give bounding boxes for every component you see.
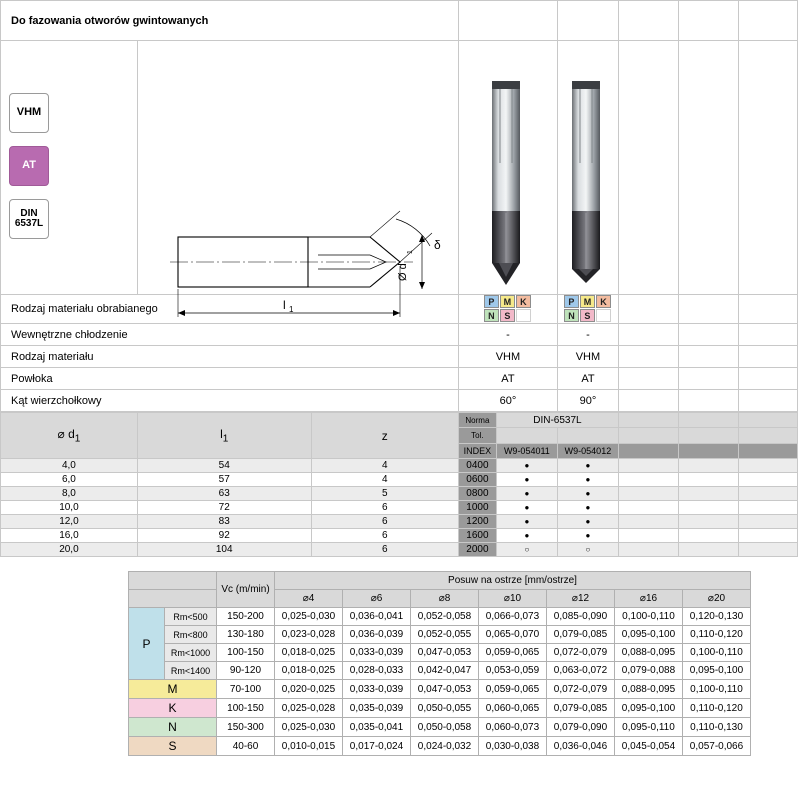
cut-val-8: 0,050-0,058 xyxy=(411,718,479,737)
row-avail-1 xyxy=(496,543,557,557)
badge-at xyxy=(9,146,49,186)
cut-val-12: 0,085-0,090 xyxy=(547,608,615,626)
norma-blank-3 xyxy=(738,413,797,428)
prop-label-coating: Powłoka xyxy=(1,368,459,390)
svg-text:1: 1 xyxy=(406,250,414,254)
row-index: 1600 xyxy=(458,529,496,543)
cut-header-vc: Vc (m/min) xyxy=(217,572,275,608)
cut-vc: 100-150 xyxy=(217,644,275,662)
material-icon-m-2: M xyxy=(580,295,595,308)
badge-din-line2: 6537L xyxy=(14,218,44,229)
cut-val-10: 0,060-0,073 xyxy=(479,718,547,737)
title-blank-4 xyxy=(678,1,738,41)
prop-value-cooling-1: - xyxy=(458,324,557,346)
prop-label-cooling: Wewnętrzne chłodzenie xyxy=(1,324,459,346)
cut-val-4: 0,025-0,028 xyxy=(275,699,343,718)
cut-val-8: 0,050-0,055 xyxy=(411,699,479,718)
cut-vc: 100-150 xyxy=(217,699,275,718)
tool-line-drawing xyxy=(138,41,443,314)
row-blank-2 xyxy=(678,459,738,473)
table-row xyxy=(129,699,751,718)
spec-header-l1-sub: 1 xyxy=(222,433,229,445)
cut-vc: 150-300 xyxy=(217,718,275,737)
table-row xyxy=(1,529,798,543)
row-blank-3 xyxy=(738,473,797,487)
row-index: 0400 xyxy=(458,459,496,473)
cut-val-8: 0,047-0,053 xyxy=(411,680,479,699)
row-z: 6 xyxy=(311,515,458,529)
norma-blank-1 xyxy=(618,413,678,428)
row-blank-2 xyxy=(678,473,738,487)
spec-meta-tol-label: Tol. xyxy=(458,428,496,443)
spec-header-d1-text: ⌀ d xyxy=(57,426,75,441)
row-avail-1 xyxy=(496,515,557,529)
cut-val-16: 0,095-0,100 xyxy=(615,626,683,644)
row-avail-1 xyxy=(496,459,557,473)
badge-column xyxy=(1,41,138,295)
cut-val-16: 0,045-0,054 xyxy=(615,737,683,756)
angle-blank-3 xyxy=(738,390,797,412)
tool-photo-90-svg xyxy=(558,41,615,291)
cut-val-10: 0,066-0,073 xyxy=(479,608,547,626)
index-blank-3 xyxy=(738,443,797,458)
tool-photo-90 xyxy=(557,41,618,295)
row-index: 1200 xyxy=(458,515,496,529)
prop-value-coating-2: AT xyxy=(557,368,618,390)
row-avail-1 xyxy=(496,501,557,515)
row-avail-2 xyxy=(557,529,618,543)
cut-val-6: 0,033-0,039 xyxy=(343,680,411,699)
cut-val-12: 0,079-0,090 xyxy=(547,718,615,737)
row-blank-2 xyxy=(678,487,738,501)
title-blank-3 xyxy=(618,1,678,41)
page-title: Do fazowania otworów gwintowanych xyxy=(1,1,459,41)
table-row xyxy=(1,515,798,529)
mat2-blank-3 xyxy=(738,346,797,368)
cut-val-10: 0,059-0,065 xyxy=(479,644,547,662)
cut-val-6: 0,017-0,024 xyxy=(343,737,411,756)
row-avail-2 xyxy=(557,473,618,487)
row-index: 2000 xyxy=(458,543,496,557)
mat2-blank-2 xyxy=(678,346,738,368)
svg-text:l: l xyxy=(282,298,286,312)
cut-val-12: 0,063-0,072 xyxy=(547,662,615,680)
cut-val-6: 0,028-0,033 xyxy=(343,662,411,680)
cut-val-16: 0,100-0,110 xyxy=(615,608,683,626)
row-blank-3 xyxy=(738,543,797,557)
row-blank-3 xyxy=(738,501,797,515)
row-blank-1 xyxy=(618,515,678,529)
cut-sub-rm: Rm<500 xyxy=(165,608,217,626)
cutting-data-section xyxy=(0,557,798,756)
row-blank-1 xyxy=(618,529,678,543)
cut-vc: 40-60 xyxy=(217,737,275,756)
prop-label-material: Rodzaj materiału xyxy=(1,346,459,368)
cut-corner-blank-2 xyxy=(129,590,217,608)
table-row xyxy=(1,473,798,487)
table-row xyxy=(1,459,798,473)
row-index: 0800 xyxy=(458,487,496,501)
table-row xyxy=(129,680,751,699)
cut-val-8: 0,042-0,047 xyxy=(411,662,479,680)
cut-header-feed: Posuw na ostrze [mm/ostrze] xyxy=(275,572,751,590)
cut-val-6: 0,035-0,041 xyxy=(343,718,411,737)
svg-text:1: 1 xyxy=(288,305,294,314)
cut-val-8: 0,052-0,058 xyxy=(411,608,479,626)
cut-val-8: 0,052-0,055 xyxy=(411,626,479,644)
row-d1: 12,0 xyxy=(1,515,138,529)
row-avail-1 xyxy=(496,487,557,501)
cut-sub-rm: Rm<800 xyxy=(165,626,217,644)
index-blank-2 xyxy=(678,443,738,458)
table-row xyxy=(1,543,798,557)
badge-at-label: AT xyxy=(22,159,36,172)
row-d1: 4,0 xyxy=(1,459,138,473)
cut-sub-rm: Rm<1400 xyxy=(165,662,217,680)
cool-blank-3 xyxy=(738,324,797,346)
tool-photo-60 xyxy=(458,41,557,295)
spec-header-z: z xyxy=(311,413,458,459)
cut-val-12: 0,079-0,085 xyxy=(547,626,615,644)
row-avail-2 xyxy=(557,543,618,557)
cut-val-10: 0,053-0,059 xyxy=(479,662,547,680)
prop-value-cooling-2: - xyxy=(557,324,618,346)
prop-label-material-type: Rodzaj materiału obrabianego xyxy=(1,295,459,324)
cut-val-4: 0,010-0,015 xyxy=(275,737,343,756)
row-z: 4 xyxy=(311,473,458,487)
table-row xyxy=(129,644,751,662)
cut-val-16: 0,088-0,095 xyxy=(615,680,683,699)
prop-value-material-2: VHM xyxy=(557,346,618,368)
row-z: 5 xyxy=(311,487,458,501)
cut-group-p: P xyxy=(129,608,165,680)
row-d1: 20,0 xyxy=(1,543,138,557)
cut-val-16: 0,079-0,088 xyxy=(615,662,683,680)
mat2-blank-1 xyxy=(618,346,678,368)
row-avail-2 xyxy=(557,487,618,501)
row-l1: 54 xyxy=(137,459,311,473)
cut-val-12: 0,079-0,085 xyxy=(547,699,615,718)
spec-meta-tol-value-2 xyxy=(557,428,618,443)
prop-label-point-angle: Kąt wierzchołkowy xyxy=(1,390,459,412)
spec-index-1: W9-054011 xyxy=(496,443,557,458)
tol-blank-3 xyxy=(738,428,797,443)
cut-val-16: 0,095-0,110 xyxy=(615,718,683,737)
spec-meta-norma-label: Norma xyxy=(458,413,496,428)
spec-meta-tol-value-1 xyxy=(496,428,557,443)
row-avail-2 xyxy=(557,459,618,473)
badge-din-line1: DIN xyxy=(20,207,38,219)
mat-blank-1 xyxy=(618,295,678,324)
row-index: 1000 xyxy=(458,501,496,515)
cut-vc: 150-200 xyxy=(217,608,275,626)
cut-val-4: 0,020-0,025 xyxy=(275,680,343,699)
spec-meta-index-label: INDEX xyxy=(458,443,496,458)
cut-val-10: 0,059-0,065 xyxy=(479,680,547,699)
cut-val-4: 0,023-0,028 xyxy=(275,626,343,644)
prop-value-point-angle-1: 60° xyxy=(458,390,557,412)
row-blank-1 xyxy=(618,487,678,501)
cut-val-6: 0,033-0,039 xyxy=(343,644,411,662)
cool-blank-2 xyxy=(678,324,738,346)
cut-val-4: 0,018-0,025 xyxy=(275,662,343,680)
row-blank-1 xyxy=(618,459,678,473)
index-blank-1 xyxy=(618,443,678,458)
row-z: 6 xyxy=(311,543,458,557)
cut-val-8: 0,047-0,053 xyxy=(411,644,479,662)
cut-val-6: 0,036-0,041 xyxy=(343,608,411,626)
cut-val-16: 0,088-0,095 xyxy=(615,644,683,662)
cut-dia-20: ⌀20 xyxy=(683,590,751,608)
angle-blank-2 xyxy=(678,390,738,412)
material-icon-n: N xyxy=(484,309,499,322)
technical-drawing-cell xyxy=(137,41,458,314)
mat-blank-3 xyxy=(738,295,797,324)
row-d1: 8,0 xyxy=(1,487,138,501)
row-l1: 57 xyxy=(137,473,311,487)
material-icon-m: M xyxy=(500,295,515,308)
row-blank-3 xyxy=(738,515,797,529)
cut-dia-10: ⌀10 xyxy=(479,590,547,608)
cut-val-4: 0,018-0,025 xyxy=(275,644,343,662)
row-blank-1 xyxy=(618,543,678,557)
prop-value-material-1: VHM xyxy=(458,346,557,368)
cut-group-k: K xyxy=(129,699,217,718)
row-l1: 72 xyxy=(137,501,311,515)
cool-blank-1 xyxy=(618,324,678,346)
cutting-data-table xyxy=(128,571,751,756)
material-icon-p-2: P xyxy=(564,295,579,308)
material-icon-s-2: S xyxy=(580,309,595,322)
row-l1: 63 xyxy=(137,487,311,501)
cut-dia-6: ⌀6 xyxy=(343,590,411,608)
row-blank-2 xyxy=(678,515,738,529)
row-avail-2 xyxy=(557,501,618,515)
material-icon-s: S xyxy=(500,309,515,322)
prop-value-point-angle-2: 90° xyxy=(557,390,618,412)
row-blank-2 xyxy=(678,543,738,557)
cut-val-8: 0,024-0,032 xyxy=(411,737,479,756)
row-blank-2 xyxy=(678,529,738,543)
cut-val-10: 0,060-0,065 xyxy=(479,699,547,718)
cut-val-6: 0,035-0,039 xyxy=(343,699,411,718)
row-blank-1 xyxy=(618,473,678,487)
mat-blank-2 xyxy=(678,295,738,324)
cut-val-6: 0,036-0,039 xyxy=(343,626,411,644)
table-row xyxy=(129,737,751,756)
row-blank-3 xyxy=(738,529,797,543)
cut-group-s: S xyxy=(129,737,217,756)
draw-blank-3 xyxy=(738,41,797,295)
spec-header-d1-sub: 1 xyxy=(74,433,81,445)
prop-value-coating-1: AT xyxy=(458,368,557,390)
cut-dia-4: ⌀4 xyxy=(275,590,343,608)
row-z: 6 xyxy=(311,529,458,543)
material-icon-k-2: K xyxy=(596,295,611,308)
cut-dia-16: ⌀16 xyxy=(615,590,683,608)
cut-val-12: 0,072-0,079 xyxy=(547,680,615,699)
row-z: 6 xyxy=(311,501,458,515)
spec-meta-norma-value: DIN-6537L xyxy=(496,413,618,428)
row-avail-2 xyxy=(557,515,618,529)
table-row xyxy=(129,718,751,737)
row-l1: 83 xyxy=(137,515,311,529)
prop-value-material-icons-1 xyxy=(458,295,557,324)
cut-dia-12: ⌀12 xyxy=(547,590,615,608)
material-icon-empty xyxy=(516,309,531,322)
row-d1: 6,0 xyxy=(1,473,138,487)
coat-blank-2 xyxy=(678,368,738,390)
cut-group-m: M xyxy=(129,680,217,699)
row-d1: 16,0 xyxy=(1,529,138,543)
title-blank-5 xyxy=(738,1,797,41)
angle-blank-1 xyxy=(618,390,678,412)
title-blank-2 xyxy=(557,1,618,41)
cut-vc: 130-180 xyxy=(217,626,275,644)
cut-val-12: 0,072-0,079 xyxy=(547,644,615,662)
cut-sub-rm: Rm<1000 xyxy=(165,644,217,662)
badge-vhm-label: VHM xyxy=(16,106,42,119)
cut-val-4: 0,025-0,030 xyxy=(275,718,343,737)
table-row xyxy=(129,608,751,626)
row-avail-1 xyxy=(496,529,557,543)
row-d1: 10,0 xyxy=(1,501,138,515)
table-row xyxy=(129,662,751,680)
dimensions-table xyxy=(0,412,798,557)
spec-header-d1 xyxy=(1,413,138,459)
cut-corner-blank xyxy=(129,572,217,590)
svg-text:Ø d: Ø d xyxy=(396,263,409,281)
coat-blank-3 xyxy=(738,368,797,390)
table-row xyxy=(1,501,798,515)
spec-header-l1 xyxy=(137,413,311,459)
row-blank-1 xyxy=(618,501,678,515)
draw-blank-2 xyxy=(678,41,738,295)
tol-blank-2 xyxy=(678,428,738,443)
cut-val-4: 0,025-0,030 xyxy=(275,608,343,626)
cut-val-20: 0,095-0,100 xyxy=(683,662,751,680)
badge-vhm xyxy=(9,93,49,133)
tol-blank-1 xyxy=(618,428,678,443)
row-index: 0600 xyxy=(458,473,496,487)
cut-val-20: 0,057-0,066 xyxy=(683,737,751,756)
tool-photo-60-svg xyxy=(459,41,553,291)
material-icon-k: K xyxy=(516,295,531,308)
badge-din xyxy=(9,199,49,239)
title-blank-1 xyxy=(458,1,557,41)
cut-val-20: 0,110-0,120 xyxy=(683,626,751,644)
row-blank-3 xyxy=(738,487,797,501)
spec-index-2: W9-054012 xyxy=(557,443,618,458)
material-icon-n-2: N xyxy=(564,309,579,322)
row-blank-2 xyxy=(678,501,738,515)
material-icon-empty-2 xyxy=(596,309,611,322)
cut-group-n: N xyxy=(129,718,217,737)
cut-dia-8: ⌀8 xyxy=(411,590,479,608)
cut-vc: 90-120 xyxy=(217,662,275,680)
table-row xyxy=(1,487,798,501)
spec-header-l1-text: l xyxy=(220,426,223,441)
material-icon-p: P xyxy=(484,295,499,308)
row-l1: 92 xyxy=(137,529,311,543)
cut-val-20: 0,120-0,130 xyxy=(683,608,751,626)
cut-val-10: 0,065-0,070 xyxy=(479,626,547,644)
norma-blank-2 xyxy=(678,413,738,428)
coat-blank-1 xyxy=(618,368,678,390)
prop-value-material-icons-2 xyxy=(557,295,618,324)
table-row xyxy=(129,626,751,644)
cut-val-20: 0,110-0,120 xyxy=(683,699,751,718)
cut-val-20: 0,100-0,110 xyxy=(683,680,751,699)
cut-val-16: 0,095-0,100 xyxy=(615,699,683,718)
cut-val-10: 0,030-0,038 xyxy=(479,737,547,756)
cut-val-20: 0,100-0,110 xyxy=(683,644,751,662)
svg-text:δ: δ xyxy=(433,238,441,252)
draw-blank-1 xyxy=(618,41,678,295)
row-blank-3 xyxy=(738,459,797,473)
cut-val-20: 0,110-0,130 xyxy=(683,718,751,737)
row-avail-1 xyxy=(496,473,557,487)
cut-vc: 70-100 xyxy=(217,680,275,699)
row-l1: 104 xyxy=(137,543,311,557)
cut-val-12: 0,036-0,046 xyxy=(547,737,615,756)
row-z: 4 xyxy=(311,459,458,473)
